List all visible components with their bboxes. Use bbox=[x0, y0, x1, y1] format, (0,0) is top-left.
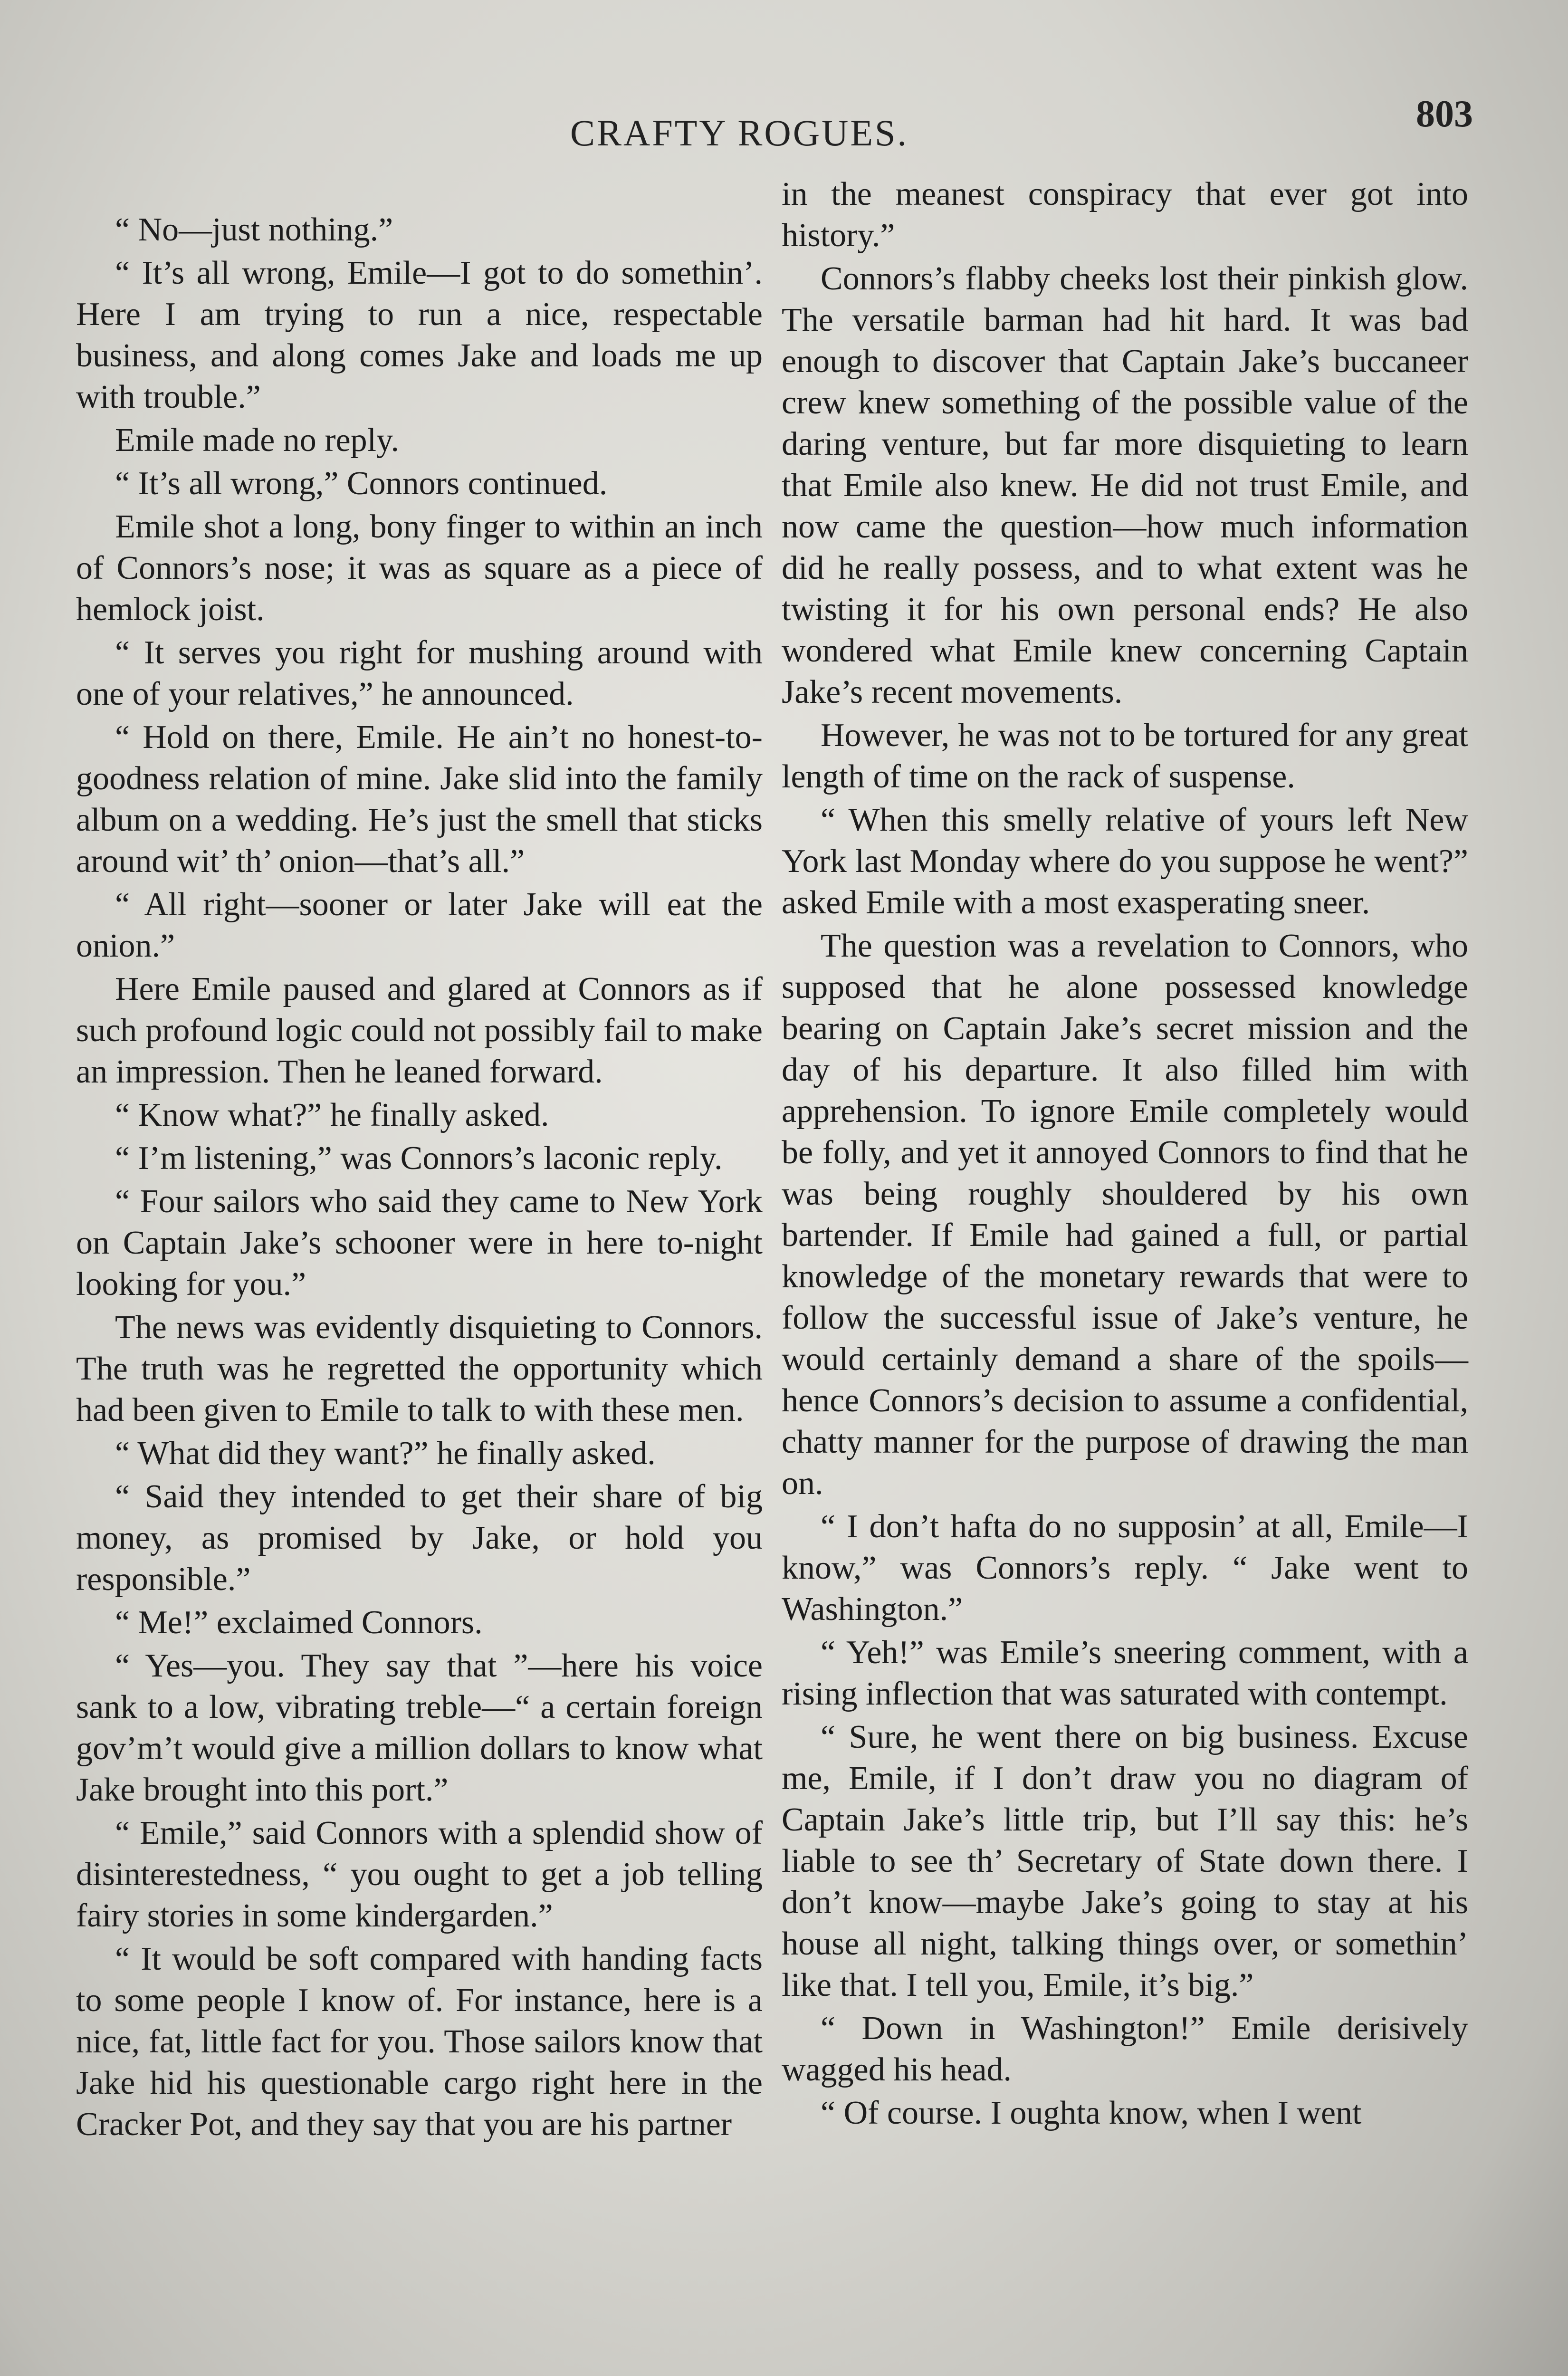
paragraph: “ Yes—you. They say that ”—here his voice sank to a low, vibrating treble—“ a certain foreign gov’m’t would give a million dollars to know what Jake brought into this port.” bbox=[76, 1648, 763, 1808]
paragraph: The question was a revelation to Connors, who supposed that he alone possessed knowledge bearing on Captain Jake’s secret mission and the day of his departure. It also filled him with apprehension. To ignore Emile completely would be folly, and yet it annoyed Connors to find that he was being roughly shouldered by his own bartender. If Emile had gained a full, or partial knowledge of the monetary rewards that were to follow the successful issue of Jake’s venture, he would certainly demand a share of the spoils—hence Connors’s decision to assume a confidential, chatty manner for the purpose of drawing the man on. bbox=[782, 928, 1468, 1502]
paragraph: “ Emile,” said Connors with a splendid show of disinterestedness, “ you ought to get a job telling fairy stories in some kindergarden.” bbox=[76, 1815, 763, 1934]
paragraph: “ Sure, he went there on big business. Excuse me, Emile, if I don’t draw you no diagram of Captain Jake’s little trip, but I’ll say this: he’s liable to see th’ Secretary of State down there. I don’t know—maybe Jake’s going to stay at his house all night, talking things over, or somethin’ like that. I tell you, Emile, it’s big.” bbox=[782, 1719, 1468, 2003]
paragraph: Here Emile paused and glared at Connors as if such profound logic could not possibly fail to make an impression. Then he leaned forward. bbox=[76, 971, 763, 1090]
paragraph: The news was evidently disquieting to Connors. The truth was he regretted the opportunity which had been given to Emile to talk to with these men. bbox=[76, 1309, 763, 1428]
paragraph: Emile made no reply. bbox=[115, 422, 400, 459]
paragraph: “ I’m listening,” was Connors’s laconic reply. bbox=[115, 1140, 723, 1177]
paragraph: “ What did they want?” he finally asked. bbox=[115, 1435, 656, 1472]
paragraph: Emile shot a long, bony finger to within an inch of Connors’s nose; it was as square as a piece of hemlock joist. bbox=[76, 508, 763, 628]
right-column bbox=[782, 173, 1468, 2136]
paragraph: in the meanest conspiracy that ever got into history.” bbox=[782, 176, 1468, 254]
page-number: 803 bbox=[1416, 93, 1473, 135]
paragraph: “ It’s all wrong,” Connors continued. bbox=[115, 465, 608, 502]
paragraph: “ Of course. I oughta know, when I went bbox=[821, 2095, 1362, 2131]
paragraph: “ Yeh!” was Emile’s sneering comment, with a rising inflection that was saturated with contempt. bbox=[782, 1634, 1468, 1712]
paragraph: Connors’s flabby cheeks lost their pinkish glow. The versatile barman had hit hard. It was bad enough to discover that Captain Jake’s buccaneer crew knew something of the possible value of the daring venture, but far more disquieting to learn that Emile also knew. He did not trust Emile, and now came the question—how much information did he really possess, and to what extent was he twisting it for his own personal ends? He also wondered what Emile knew concerning Captain Jake’s recent movements. bbox=[782, 260, 1468, 710]
paragraph: However, he was not to be tortured for any great length of time on the rack of suspense. bbox=[782, 717, 1468, 795]
paragraph: “ Said they intended to get their share of big money, as promised by Jake, or hold you responsible.” bbox=[76, 1478, 763, 1598]
paragraph: “ Know what?” he finally asked. bbox=[115, 1097, 549, 1133]
paragraph: “ When this smelly relative of yours left New York last Monday where do you suppose he went?” asked Emile with a most exasperating sneer. bbox=[782, 802, 1468, 921]
paragraph: “ Hold on there, Emile. He ain’t no honest-to-goodness relation of mine. Jake slid into the family album on a wedding. He’s just the smell that sticks around wit’ th’ onion—that’s all.” bbox=[76, 719, 763, 880]
paragraph: “ It’s all wrong, Emile—I got to do somethin’. Here I am trying to run a nice, respectable business, and along comes Jake and loads me up with trouble.” bbox=[76, 255, 763, 415]
paragraph: “ No—just nothing.” bbox=[115, 211, 393, 248]
paragraph: “ It would be soft compared with handing facts to some people I know of. For instance, here is a nice, fat, little fact for you. Those sailors know that Jake hid his questionable cargo right here in the Cracker Pot, and they say that you are his partner bbox=[76, 1941, 763, 2143]
paragraph: “ It serves you right for mushing around with one of your relatives,” he announced. bbox=[76, 634, 763, 712]
running-head: CRAFTY ROGUES. bbox=[570, 112, 908, 153]
paragraph: “ All right—sooner or later Jake will eat the onion.” bbox=[76, 886, 763, 964]
paragraph: “ Me!” exclaimed Connors. bbox=[115, 1604, 483, 1641]
paragraph: “ Down in Washington!” Emile derisively wagged his head. bbox=[782, 2010, 1468, 2088]
left-column bbox=[76, 209, 763, 2147]
paragraph: “ Four sailors who said they came to New York on Captain Jake’s schooner were in here to-night looking for you.” bbox=[76, 1183, 763, 1303]
paragraph: “ I don’t hafta do no supposin’ at all, Emile—I know,” was Connors’s reply. “ Jake went to Washington.” bbox=[782, 1508, 1468, 1628]
